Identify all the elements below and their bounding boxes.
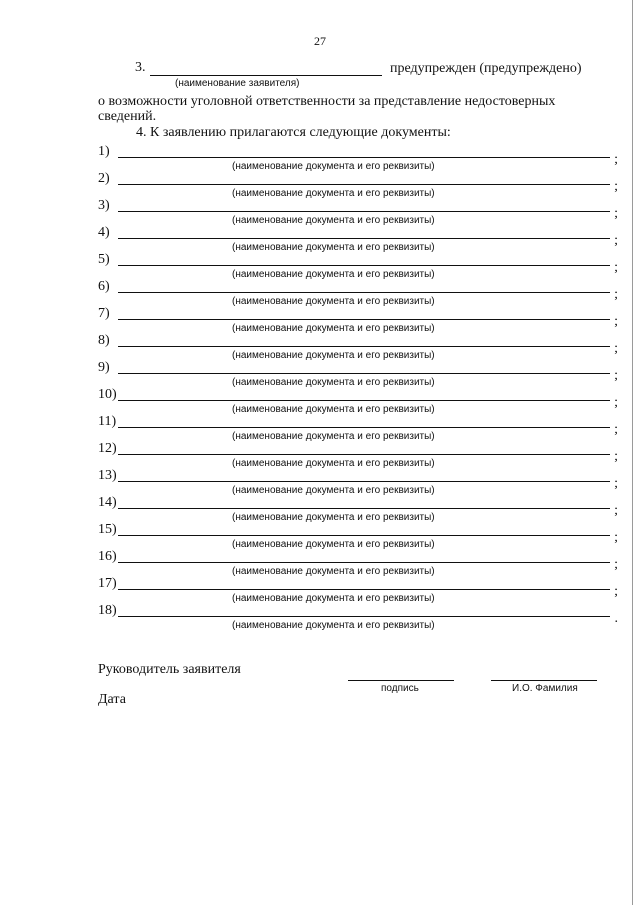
- document-caption: (наименование документа и его реквизиты): [232, 593, 435, 604]
- document-name-field[interactable]: [118, 589, 610, 590]
- item3-number: 3.: [135, 60, 146, 75]
- document-name-field[interactable]: [118, 427, 610, 428]
- document-row-end: ;: [614, 233, 618, 248]
- document-number: 11): [98, 414, 117, 429]
- document-number: 13): [98, 468, 117, 483]
- document-row-end: ;: [614, 557, 618, 572]
- document-name-field[interactable]: [118, 454, 610, 455]
- item4-heading: 4. К заявлению прилагаются следующие документы:: [136, 125, 451, 140]
- document-caption: (наименование документа и его реквизиты): [232, 431, 435, 442]
- document-caption: (наименование документа и его реквизиты): [232, 566, 435, 577]
- document-row-end: ;: [614, 503, 618, 518]
- document-caption: (наименование документа и его реквизиты): [232, 539, 435, 550]
- document-row-end: .: [614, 611, 618, 626]
- document-number: 14): [98, 495, 117, 510]
- document-number: 12): [98, 441, 117, 456]
- document-caption: (наименование документа и его реквизиты): [232, 269, 435, 280]
- document-row-end: ;: [614, 395, 618, 410]
- document-number: 2): [98, 171, 110, 186]
- document-number: 15): [98, 522, 117, 537]
- warned-text: предупрежден (предупреждено): [390, 61, 582, 76]
- applicant-caption: (наименование заявителя): [175, 78, 300, 89]
- document-row-end: ;: [614, 287, 618, 302]
- document-name-field[interactable]: [118, 157, 610, 158]
- document-name-field[interactable]: [118, 265, 610, 266]
- document-number: 5): [98, 252, 110, 267]
- document-number: 9): [98, 360, 110, 375]
- document-caption: (наименование документа и его реквизиты): [232, 188, 435, 199]
- document-caption: (наименование документа и его реквизиты): [232, 404, 435, 415]
- document-name-field[interactable]: [118, 211, 610, 212]
- document-name-field[interactable]: [118, 184, 610, 185]
- document-row-end: ;: [614, 422, 618, 437]
- document-name-field[interactable]: [118, 373, 610, 374]
- document-number: 17): [98, 576, 117, 591]
- document-row-end: ;: [614, 206, 618, 221]
- document-number: 4): [98, 225, 110, 240]
- document-name-field[interactable]: [118, 292, 610, 293]
- document-name-field[interactable]: [118, 238, 610, 239]
- document-name-field[interactable]: [118, 319, 610, 320]
- document-number: 3): [98, 198, 110, 213]
- document-name-field[interactable]: [118, 562, 610, 563]
- document-row-end: ;: [614, 368, 618, 383]
- document-caption: (наименование документа и его реквизиты): [232, 323, 435, 334]
- document-row-end: ;: [614, 341, 618, 356]
- document-caption: (наименование документа и его реквизиты): [232, 350, 435, 361]
- document-row-end: ;: [614, 449, 618, 464]
- document-row: [98, 603, 618, 638]
- document-number: 1): [98, 144, 110, 159]
- document-row: [98, 360, 618, 395]
- applicant-name-field[interactable]: [150, 75, 382, 76]
- document-row: [98, 198, 618, 233]
- document-row: [98, 441, 618, 476]
- document-number: 18): [98, 603, 117, 618]
- document-caption: (наименование документа и его реквизиты): [232, 485, 435, 496]
- signature-caption: подпись: [381, 683, 419, 694]
- document-number: 10): [98, 387, 117, 402]
- document-name-field[interactable]: [118, 481, 610, 482]
- document-row: [98, 468, 618, 503]
- document-row: [98, 549, 618, 584]
- document-caption: (наименование документа и его реквизиты): [232, 215, 435, 226]
- head-label: Руководитель заявителя: [98, 662, 241, 677]
- document-row: [98, 252, 618, 287]
- document-number: 16): [98, 549, 117, 564]
- document-row: [98, 333, 618, 368]
- document-row-end: ;: [614, 476, 618, 491]
- document-row: [98, 522, 618, 557]
- document-caption: (наименование документа и его реквизиты): [232, 377, 435, 388]
- document-number: 8): [98, 333, 110, 348]
- document-caption: (наименование документа и его реквизиты): [232, 458, 435, 469]
- document-row: [98, 495, 618, 530]
- document-row: [98, 414, 618, 449]
- liability-text-line1: о возможности уголовной ответственности за представление недостоверных: [98, 94, 556, 109]
- document-caption: (наименование документа и его реквизиты): [232, 296, 435, 307]
- document-number: 6): [98, 279, 110, 294]
- page-number: 27: [314, 34, 326, 48]
- document-row: [98, 387, 618, 422]
- signature-field[interactable]: [348, 680, 454, 681]
- document-row-end: ;: [614, 314, 618, 329]
- page-edge: [632, 0, 633, 905]
- document-name-field[interactable]: [118, 535, 610, 536]
- document-row: [98, 171, 618, 206]
- document-caption: (наименование документа и его реквизиты): [232, 512, 435, 523]
- liability-text-line2: сведений.: [98, 109, 157, 124]
- document-row: [98, 306, 618, 341]
- name-caption: И.О. Фамилия: [512, 683, 578, 694]
- document-name-field[interactable]: [118, 508, 610, 509]
- document-caption: (наименование документа и его реквизиты): [232, 620, 435, 631]
- document-row-end: ;: [614, 152, 618, 167]
- date-label: Дата: [98, 692, 126, 707]
- document-row: [98, 144, 618, 179]
- document-row-end: ;: [614, 530, 618, 545]
- document-name-field[interactable]: [118, 346, 610, 347]
- document-caption: (наименование документа и его реквизиты): [232, 242, 435, 253]
- name-field[interactable]: [491, 680, 597, 681]
- document-row-end: ;: [614, 179, 618, 194]
- document-row: [98, 225, 618, 260]
- document-number: 7): [98, 306, 110, 321]
- document-row: [98, 576, 618, 611]
- document-name-field[interactable]: [118, 400, 610, 401]
- document-row: [98, 279, 618, 314]
- document-row-end: ;: [614, 260, 618, 275]
- document-caption: (наименование документа и его реквизиты): [232, 161, 435, 172]
- document-row-end: ;: [614, 584, 618, 599]
- document-name-field[interactable]: [118, 616, 610, 617]
